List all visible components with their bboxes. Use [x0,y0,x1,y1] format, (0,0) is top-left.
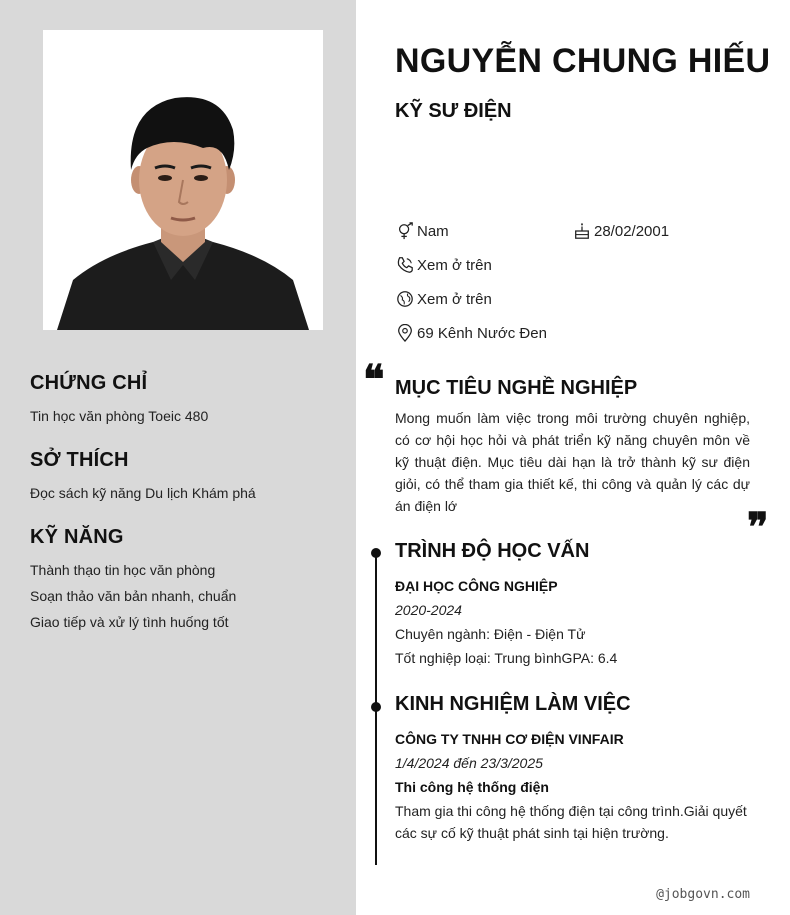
address-value: 69 Kênh Nước Đen [417,324,547,342]
address-row [395,323,547,343]
experience-title: KINH NGHIỆM LÀM VIỆC [395,693,631,715]
skill-item: Giao tiếp và xử lý tình huống tốt [30,614,229,630]
skill-item: Thành thạo tin học văn phòng [30,562,216,578]
certificates-section [30,372,340,425]
skill-item: Soạn thảo văn bản nhanh, chuẩn [30,588,237,604]
location-pin-icon [395,323,415,343]
website-value: Xem ở trên [417,290,492,308]
cake-icon [572,221,592,241]
main-content [356,0,790,915]
timeline-dot [371,548,381,558]
experience-desc-line: các sự cố kỹ thuật phát sinh tại hiện trường. [395,825,669,841]
watermark: @jobgovn.com [656,887,750,902]
job-title: KỸ SƯ ĐIỆN [395,100,512,122]
hobbies-section [30,449,340,502]
objective-title: MỤC TIÊU NGHỀ NGHIỆP [395,377,638,399]
full-name: NGUYỄN CHUNG HIẾU [395,42,771,80]
experience-desc-line: Tham gia thi công hệ thống điện tại công trình.Giải quyết [395,803,747,819]
education-period: 2020-2024 [395,602,462,618]
certificates-text: Tin học văn phòng Toeic 480 [30,408,209,424]
certificates-title: CHỨNG CHỈ [30,372,148,394]
gender-row [395,221,449,241]
phone-value: Xem ở trên [417,256,492,274]
experience-position: Thi công hệ thống điện [395,779,549,795]
globe-icon [395,289,415,309]
website-row [395,289,492,309]
education-major: Chuyên ngành: Điện - Điện Tử [395,626,586,642]
gender-value: Nam [417,222,449,240]
phone-row [395,255,492,275]
sidebar [0,0,356,915]
birthdate-row [572,221,669,241]
education-school: ĐẠI HỌC CÔNG NGHIỆP [395,578,558,594]
hobbies-title: SỞ THÍCH [30,449,129,471]
objective-text: Mong muốn làm việc trong môi trường chuyên nghiệp, có cơ hội học hỏi và phát triển kỹ năng chuyên môn về kỹ thuật điện. Mục tiêu dài hạn là trở thành kỹ sư điện giỏi, có thể tham gia thiết kế, thi công và quản lý các dự án điện lớ [395,410,750,514]
experience-company: CÔNG TY TNHH CƠ ĐIỆN VINFAIR [395,731,624,747]
birthdate-value: 28/02/2001 [594,222,670,240]
experience-period: 1/4/2024 đến 23/3/2025 [395,755,543,771]
skills-list [30,561,340,631]
profile-photo [43,30,323,330]
phone-icon [395,255,415,275]
skills-section [30,526,340,639]
quote-close-icon: ❞ [747,504,769,551]
education-title: TRÌNH ĐỘ HỌC VẤN [395,540,590,562]
timeline-dot [371,702,381,712]
skills-title: KỸ NĂNG [30,526,124,548]
hobbies-text: Đọc sách kỹ năng Du lịch Khám phá [30,485,256,501]
education-grade: Tốt nghiệp loại: Trung bìnhGPA: 6.4 [395,650,618,666]
quote-open-icon: ❝ [363,356,385,403]
gender-icon [395,221,415,241]
